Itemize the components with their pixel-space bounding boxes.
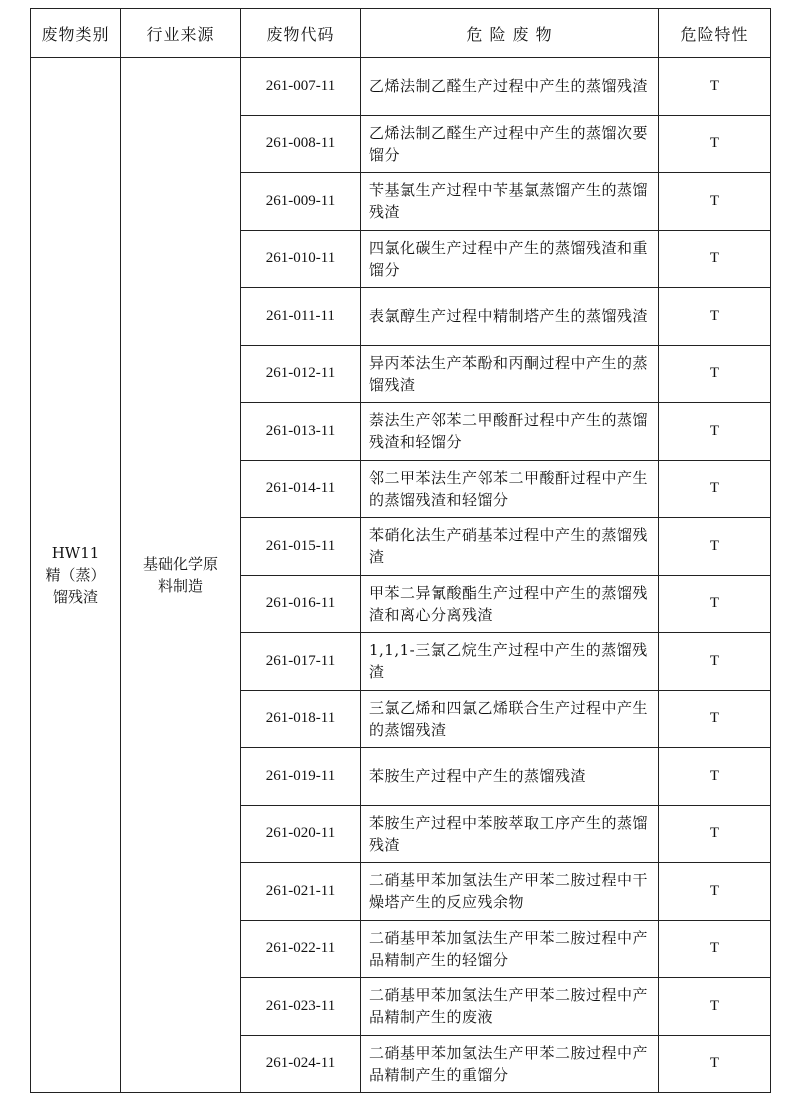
waste-code-cell: 261-024-11 — [241, 1035, 361, 1093]
industry-source-line: 基础化学原 — [142, 555, 218, 573]
table-row — [31, 58, 771, 116]
hazardous-waste-description-cell: 表氯醇生产过程中精制塔产生的蒸馏残渣 — [361, 288, 659, 346]
hazard-characteristic-cell: T — [659, 460, 771, 518]
waste-category-line: HW11 — [51, 544, 100, 562]
waste-code-cell: 261-022-11 — [241, 920, 361, 978]
hazardous-waste-table — [30, 8, 771, 1093]
hazardous-waste-description-cell: 苯胺生产过程中产生的蒸馏残渣 — [361, 748, 659, 806]
header-waste-category: 废物类别 — [31, 9, 121, 58]
hazardous-waste-description-cell: 乙烯法制乙醛生产过程中产生的蒸馏残渣 — [361, 58, 659, 116]
hazard-characteristic-cell: T — [659, 863, 771, 921]
waste-code-cell: 261-009-11 — [241, 173, 361, 231]
waste-code-cell: 261-013-11 — [241, 403, 361, 461]
waste-category-cell — [31, 58, 121, 1093]
hazardous-waste-description-cell: 苯硝化法生产硝基苯过程中产生的蒸馏残渣 — [361, 518, 659, 576]
hazardous-waste-description-cell: 二硝基甲苯加氢法生产甲苯二胺过程中产品精制产生的废液 — [361, 978, 659, 1036]
hazardous-waste-description-cell: 1,1,1-三氯乙烷生产过程中产生的蒸馏残渣 — [361, 633, 659, 691]
waste-category-line: 馏残渣 — [52, 588, 98, 606]
hazard-characteristic-cell: T — [659, 978, 771, 1036]
hazard-characteristic-cell: T — [659, 288, 771, 346]
hazard-characteristic-cell: T — [659, 115, 771, 173]
hazardous-waste-description-cell: 四氯化碳生产过程中产生的蒸馏残渣和重馏分 — [361, 230, 659, 288]
hazard-characteristic-cell: T — [659, 58, 771, 116]
waste-code-cell: 261-020-11 — [241, 805, 361, 863]
hazard-characteristic-cell: T — [659, 518, 771, 576]
header-industry-source: 行业来源 — [121, 9, 241, 58]
header-hazard-characteristic: 危险特性 — [659, 9, 771, 58]
waste-code-cell: 261-012-11 — [241, 345, 361, 403]
hazardous-waste-description-cell: 乙烯法制乙醛生产过程中产生的蒸馏次要馏分 — [361, 115, 659, 173]
hazardous-waste-description-cell: 二硝基甲苯加氢法生产甲苯二胺过程中产品精制产生的重馏分 — [361, 1035, 659, 1093]
header-hazardous-waste: 危 险 废 物 — [361, 9, 659, 58]
hazard-characteristic-cell: T — [659, 633, 771, 691]
hazard-characteristic-cell: T — [659, 748, 771, 806]
hazard-characteristic-cell: T — [659, 403, 771, 461]
hazardous-waste-description-cell: 异丙苯法生产苯酚和丙酮过程中产生的蒸馏残渣 — [361, 345, 659, 403]
waste-code-cell: 261-021-11 — [241, 863, 361, 921]
industry-source-line: 料制造 — [157, 577, 203, 595]
waste-code-cell: 261-011-11 — [241, 288, 361, 346]
waste-code-cell: 261-018-11 — [241, 690, 361, 748]
hazardous-waste-description-cell: 苯胺生产过程中苯胺萃取工序产生的蒸馏残渣 — [361, 805, 659, 863]
hazard-characteristic-cell: T — [659, 173, 771, 231]
waste-code-cell: 261-016-11 — [241, 575, 361, 633]
table-body — [31, 58, 771, 1093]
hazard-characteristic-cell: T — [659, 575, 771, 633]
hazard-characteristic-cell: T — [659, 805, 771, 863]
waste-code-cell: 261-017-11 — [241, 633, 361, 691]
hazard-characteristic-cell: T — [659, 920, 771, 978]
waste-code-cell: 261-019-11 — [241, 748, 361, 806]
hazardous-waste-description-cell: 邻二甲苯法生产邻苯二甲酸酐过程中产生的蒸馏残渣和轻馏分 — [361, 460, 659, 518]
waste-code-cell: 261-008-11 — [241, 115, 361, 173]
waste-category-line: 精（蒸） — [45, 566, 106, 584]
hazard-characteristic-cell: T — [659, 690, 771, 748]
header-row — [31, 9, 771, 58]
waste-code-cell: 261-007-11 — [241, 58, 361, 116]
table-header — [31, 9, 771, 58]
waste-code-cell: 261-023-11 — [241, 978, 361, 1036]
hazardous-waste-description-cell: 萘法生产邻苯二甲酸酐过程中产生的蒸馏残渣和轻馏分 — [361, 403, 659, 461]
hazard-characteristic-cell: T — [659, 230, 771, 288]
hazardous-waste-description-cell: 二硝基甲苯加氢法生产甲苯二胺过程中干燥塔产生的反应残余物 — [361, 863, 659, 921]
waste-code-cell: 261-015-11 — [241, 518, 361, 576]
industry-source-cell — [121, 58, 241, 1093]
hazardous-waste-description-cell: 苄基氯生产过程中苄基氯蒸馏产生的蒸馏残渣 — [361, 173, 659, 231]
hazardous-waste-description-cell: 二硝基甲苯加氢法生产甲苯二胺过程中产品精制产生的轻馏分 — [361, 920, 659, 978]
hazard-characteristic-cell: T — [659, 1035, 771, 1093]
waste-code-cell: 261-010-11 — [241, 230, 361, 288]
header-waste-code: 废物代码 — [241, 9, 361, 58]
hazardous-waste-description-cell: 甲苯二异氰酸酯生产过程中产生的蒸馏残渣和离心分离残渣 — [361, 575, 659, 633]
hazard-characteristic-cell: T — [659, 345, 771, 403]
hazardous-waste-description-cell: 三氯乙烯和四氯乙烯联合生产过程中产生的蒸馏残渣 — [361, 690, 659, 748]
waste-code-cell: 261-014-11 — [241, 460, 361, 518]
